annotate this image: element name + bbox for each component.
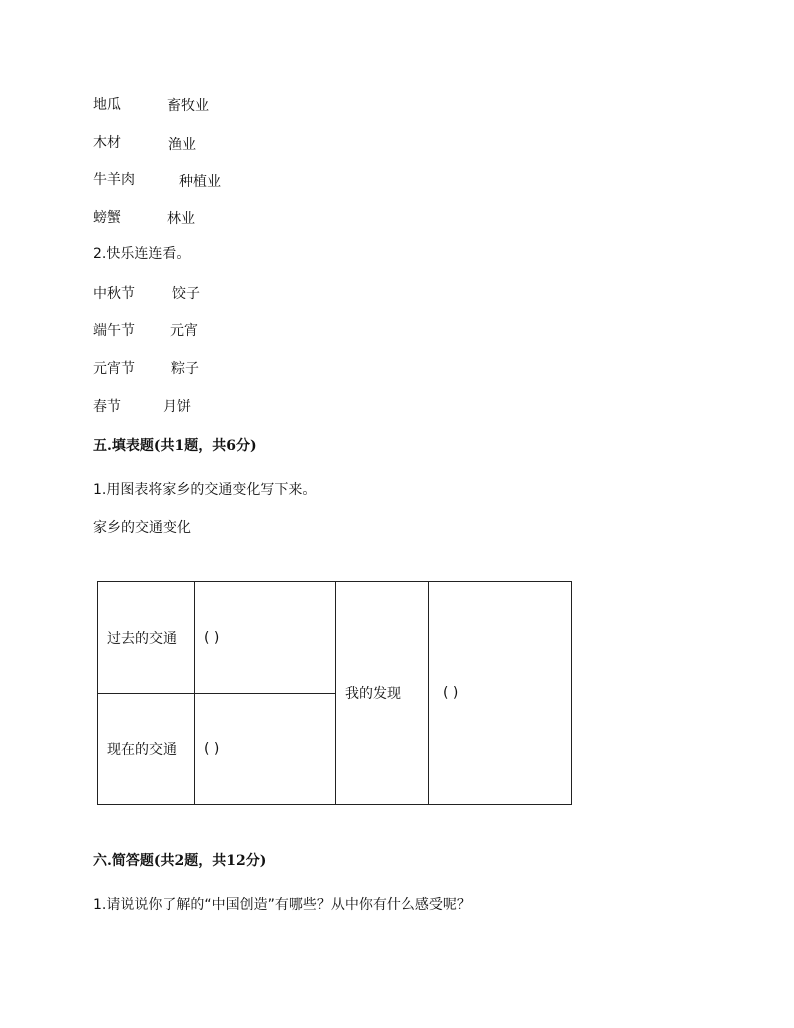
past-traffic-label: 过去的交通 bbox=[98, 582, 195, 694]
festival-right-item: 元宵 bbox=[170, 323, 198, 339]
industry-left-item: 木材 bbox=[93, 135, 121, 151]
answer-blank: ( ) bbox=[204, 741, 220, 757]
answer-blank: ( ) bbox=[204, 629, 220, 646]
festival-right-item: 饺子 bbox=[172, 286, 200, 302]
answer-blank: ( ) bbox=[443, 685, 459, 701]
traffic-change-table bbox=[97, 581, 572, 805]
question-text: 1.用图表将家乡的交通变化写下来。 bbox=[93, 482, 317, 498]
festival-left-item: 春节 bbox=[93, 399, 121, 415]
table-caption: 家乡的交通变化 bbox=[93, 520, 191, 536]
finding-label: 我的发现 bbox=[336, 582, 429, 805]
industry-left-item: 螃蟹 bbox=[93, 210, 121, 226]
festival-left-item: 端午节 bbox=[93, 323, 135, 339]
festival-right-item: 粽子 bbox=[171, 361, 199, 377]
industry-left-item: 地瓜 bbox=[93, 97, 121, 113]
now-traffic-label: 现在的交通 bbox=[98, 694, 195, 805]
section-heading: 六.简答题(共2题，共12分) bbox=[93, 853, 267, 869]
now-traffic-blank[interactable] bbox=[195, 694, 336, 805]
industry-right-item: 渔业 bbox=[168, 137, 196, 153]
industry-right-item: 畜牧业 bbox=[167, 98, 209, 114]
festival-right-item: 月饼 bbox=[163, 399, 191, 415]
finding-blank[interactable] bbox=[429, 582, 572, 805]
question-text: 1.请说说你了解的“中国创造”有哪些？从中你有什么感受呢？ bbox=[93, 897, 471, 913]
festival-left-item: 中秋节 bbox=[93, 286, 135, 302]
industry-left-item: 牛羊肉 bbox=[93, 172, 135, 188]
industry-right-item: 林业 bbox=[167, 211, 195, 227]
industry-right-item: 种植业 bbox=[179, 174, 221, 190]
festival-left-item: 元宵节 bbox=[93, 361, 135, 377]
section-heading: 五.填表题(共1题，共6分) bbox=[93, 438, 257, 454]
past-traffic-blank[interactable] bbox=[195, 582, 336, 694]
question-title: 2.快乐连连看。 bbox=[93, 246, 191, 262]
